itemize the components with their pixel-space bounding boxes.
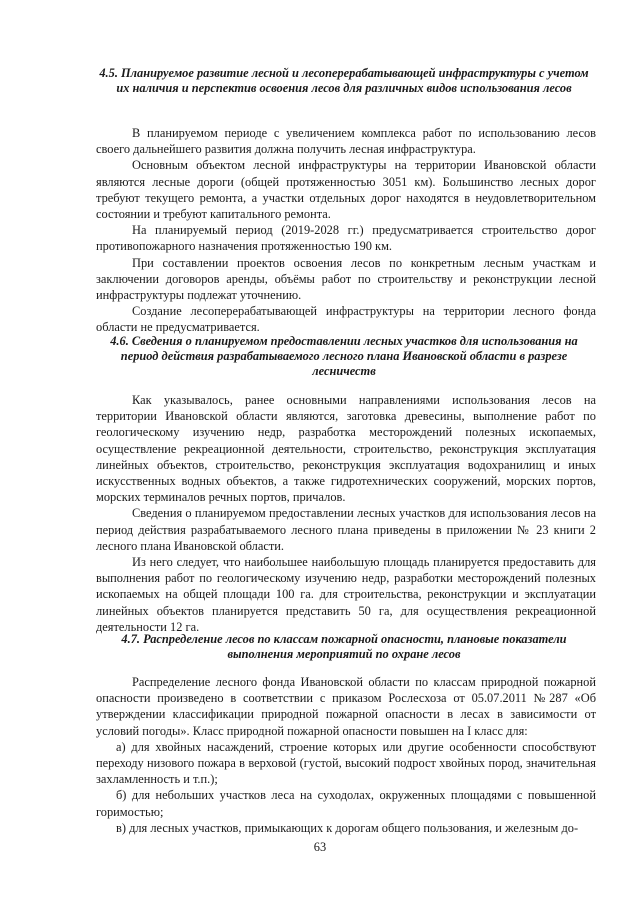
paragraph: Как указывалось, ранее основными направлениями использования лесов на территории Ивановской области являются, заготовка древесины, выполнение работ по геологическому изучению недр, разработка месторождений полезных ископаемых, осуществление рекреационной деятельности, строительство, реконструкция эксплуатация линейных объектов, строительство, реконструкция эксплуатация водохранилищ и иных искусственных водных объектов, а также гидротехнических сооружений, морских портов, морских терминалов речных портов, причалов. bbox=[96, 393, 596, 505]
section-body-4-5 bbox=[96, 125, 596, 336]
paragraph: В планируемом периоде с увеличением комплекса работ по использованию лесов своего дальнейшего развития должна получить лесная инфраструктура. bbox=[96, 126, 596, 157]
paragraph: На планируемый период (2019-2028 гг.) предусматривается строительство дорог противопожарного назначения протяженностью 190 км. bbox=[96, 223, 596, 254]
paragraph: При составлении проектов освоения лесов по конкретным лесным участкам и заключении договоров аренды, объёмы работ по строительству и реконструкции лесной инфраструктуры подлежат уточнению. bbox=[96, 255, 596, 303]
section-body-4-7 bbox=[96, 674, 596, 836]
section-heading-4-6: 4.6. Сведения о планируемом предоставлении лесных участков для использования на период действия разрабатываемого лесного плана Ивановской области в разрезе лесничеств bbox=[110, 334, 578, 379]
paragraph: Из него следует, что наибольшее наибольшую площадь планируется предоставить для выполнения работ по геологическому изучению недр, разработки месторождений полезных ископаемых на общей площади 100 га. для строительства, реконструкции и эксплуатации линейных объектов планируется представить 50 га, для осуществления рекреационной деятельности 12 га. bbox=[96, 555, 596, 634]
page-number: 63 bbox=[313, 840, 327, 854]
list-item: в) для лесных участков, примыкающих к дорогам общего пользования, и железным до- bbox=[116, 820, 579, 835]
paragraph: Создание лесоперерабатывающей инфраструктуры на территории лесного фонда области не предусматривается. bbox=[96, 304, 596, 335]
section-heading-4-5: 4.5. Планируемое развитие лесной и лесоперерабатывающей инфраструктуры с учетом их наличия и перспектив освоения лесов для различных видов использования лесов bbox=[99, 66, 589, 96]
list-item: б) для небольших участков леса на суходолах, окруженных площадями с повышенной горимостью; bbox=[96, 788, 596, 819]
list-item: а) для хвойных насаждений, строение которых или другие особенности способствуют переходу низового пожара в верховой (густой, высокий подрост хвойных пород, значительная захламленность и т.п.); bbox=[96, 739, 596, 787]
paragraph: Сведения о планируемом предоставлении лесных участков для использования лесов на период действия разрабатываемого лесного плана приведены в приложении № 23 книги 2 лесного плана Ивановской области. bbox=[96, 506, 596, 553]
section-body-4-6 bbox=[96, 392, 596, 635]
section-heading-4-7: 4.7. Распределение лесов по классам пожарной опасности, плановые показатели выполнения мероприятий по охране лесов bbox=[121, 632, 567, 662]
paragraph: Распределение лесного фонда Ивановской области по классам природной пожарной опасности произведено в соответствии с приказом Рослесхоза от 05.07.2011 №287 «Об утверждении классификации природной пожарной опасности в лесах в зависимости от условий погоды». Класс природной пожарной опасности повышен на I класс для: bbox=[96, 675, 596, 738]
paragraph: Основным объектом лесной инфраструктуры на территории Ивановской области являются лесные дороги (общей протяженностью 3051 км). Большинство лесных дорог требуют текущего ремонта, а участки отдельных дорог находятся в неудовлетворительном состоянии и требуют капитального ремонта. bbox=[96, 158, 596, 222]
